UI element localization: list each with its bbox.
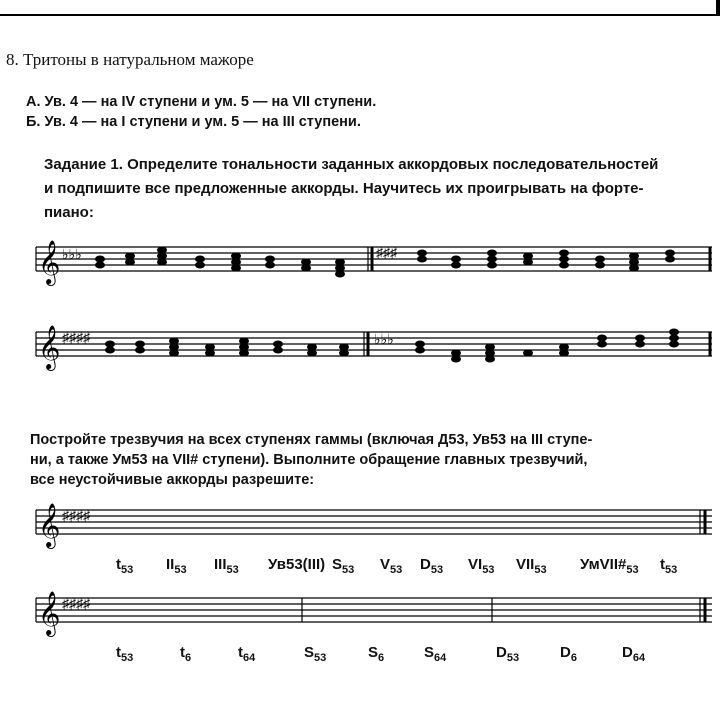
chord-label <box>238 644 255 664</box>
chord-label-main: Ув53(III) <box>268 556 326 573</box>
chord-label-sub: 53 <box>121 652 134 664</box>
chord-label <box>622 644 645 664</box>
chord-label <box>214 556 239 576</box>
chord-label-main: D <box>622 644 633 661</box>
staff-system-2 <box>0 320 720 380</box>
chord-label-main: S <box>424 644 435 661</box>
chord-label-sub: 53 <box>534 564 547 576</box>
svg-text:♯♯♯: ♯♯♯ <box>376 246 397 261</box>
chord-label-sub: 6 <box>378 652 385 664</box>
chord-label-sub: 53 <box>390 564 403 576</box>
chord-label-sub: 53 <box>226 564 239 576</box>
chord-label-main: II <box>166 556 175 573</box>
chord-label-sub: 53 <box>430 564 444 576</box>
page-corner-mark <box>716 0 720 16</box>
task1-line1: Задание 1. Определите тональности заданных аккордовых последовательностей <box>44 156 659 173</box>
chord-label-sub: 64 <box>434 652 447 664</box>
page-top-rule <box>0 14 720 16</box>
chord-label-main: S <box>368 644 379 661</box>
chord-label-main: D <box>420 556 431 573</box>
chord-label-sub: 64 <box>243 652 256 664</box>
svg-text:♯♯♯♯: ♯♯♯♯ <box>62 331 90 346</box>
chord-label-sub: 53 <box>482 564 495 576</box>
svg-text:♭♭♭: ♭♭♭ <box>374 333 394 348</box>
chord-label-sub: 6 <box>185 652 192 664</box>
task1-line2: и подпишите все предложенные аккорды. Научитесь их проигрывать на форте- <box>44 180 644 197</box>
task2-line2: ни, а также Ум53 на VII# ступени). Выполните обращение главных трезвучий, <box>30 452 588 468</box>
svg-text:𝄞: 𝄞 <box>38 591 61 635</box>
svg-text:𝄞: 𝄞 <box>38 503 61 547</box>
task2-line1: Постройте трезвучия на всех ступенях гаммы (включая Д53, Ув53 на III ступе- <box>30 432 593 448</box>
chord-label <box>420 556 443 576</box>
svg-text:𝄞: 𝄞 <box>38 325 61 369</box>
chord-label-main: t <box>116 644 121 661</box>
staff-system-1 <box>0 235 720 295</box>
rule-line-a: А. Ув. 4 — на IV ступени и ум. 5 — на VII ступени. <box>26 94 377 110</box>
chord-label <box>332 556 354 576</box>
chord-label-main: VI <box>468 556 483 573</box>
chord-label-sub: 53 <box>174 564 187 576</box>
svg-text:♭♭♭: ♭♭♭ <box>62 248 82 263</box>
chord-label <box>468 556 494 576</box>
chord-label-main: III <box>214 556 227 573</box>
chord-label <box>116 556 133 576</box>
chord-label-main: УмVII# <box>580 556 627 573</box>
chord-label <box>268 556 325 573</box>
chord-label <box>560 644 577 664</box>
svg-text:𝄞: 𝄞 <box>38 240 61 284</box>
svg-text:♯♯♯♯: ♯♯♯♯ <box>62 597 90 612</box>
section-heading: 8. Тритоны в натуральном мажоре <box>6 50 254 69</box>
chord-label-main: t <box>180 644 185 661</box>
chord-label-sub: 6 <box>570 652 577 664</box>
chord-label-sub: 53 <box>314 652 327 664</box>
chord-label <box>496 644 519 664</box>
chord-label <box>304 644 326 664</box>
chord-label <box>380 556 402 576</box>
chord-label-main: S <box>304 644 315 661</box>
chord-label-main: t <box>238 644 243 661</box>
task1-line3: пиано: <box>44 204 94 221</box>
rule-line-b: Б. Ув. 4 — на I ступени и ум. 5 — на III ступени. <box>26 114 361 130</box>
chord-label-sub: 64 <box>632 652 646 664</box>
chord-label-sub: 53 <box>342 564 355 576</box>
chord-label <box>180 644 191 664</box>
chord-label-main: t <box>660 556 665 573</box>
chord-label-main: D <box>560 644 571 661</box>
chord-label-main: t <box>116 556 121 573</box>
chord-label <box>660 556 677 576</box>
chord-label <box>580 556 639 576</box>
staff-system-3 <box>0 500 720 560</box>
chord-label <box>166 556 187 576</box>
task2-line3: все неустойчивые аккорды разрешите: <box>30 472 315 488</box>
chord-label-sub: 53 <box>665 564 678 576</box>
staff-system-4 <box>0 588 720 648</box>
chord-label-sub: 53 <box>506 652 520 664</box>
chord-label-main: V <box>380 556 391 573</box>
chord-label-main: S <box>332 556 343 573</box>
chord-label-sub: 53 <box>626 564 639 576</box>
chord-label <box>424 644 446 664</box>
chord-label-main: D <box>496 644 507 661</box>
chord-label-main: VII <box>516 556 535 573</box>
chord-label <box>516 556 547 576</box>
chord-label-sub: 53 <box>121 564 134 576</box>
chord-label <box>116 644 133 664</box>
svg-text:♯♯♯♯: ♯♯♯♯ <box>62 509 90 524</box>
chord-label <box>368 644 384 664</box>
